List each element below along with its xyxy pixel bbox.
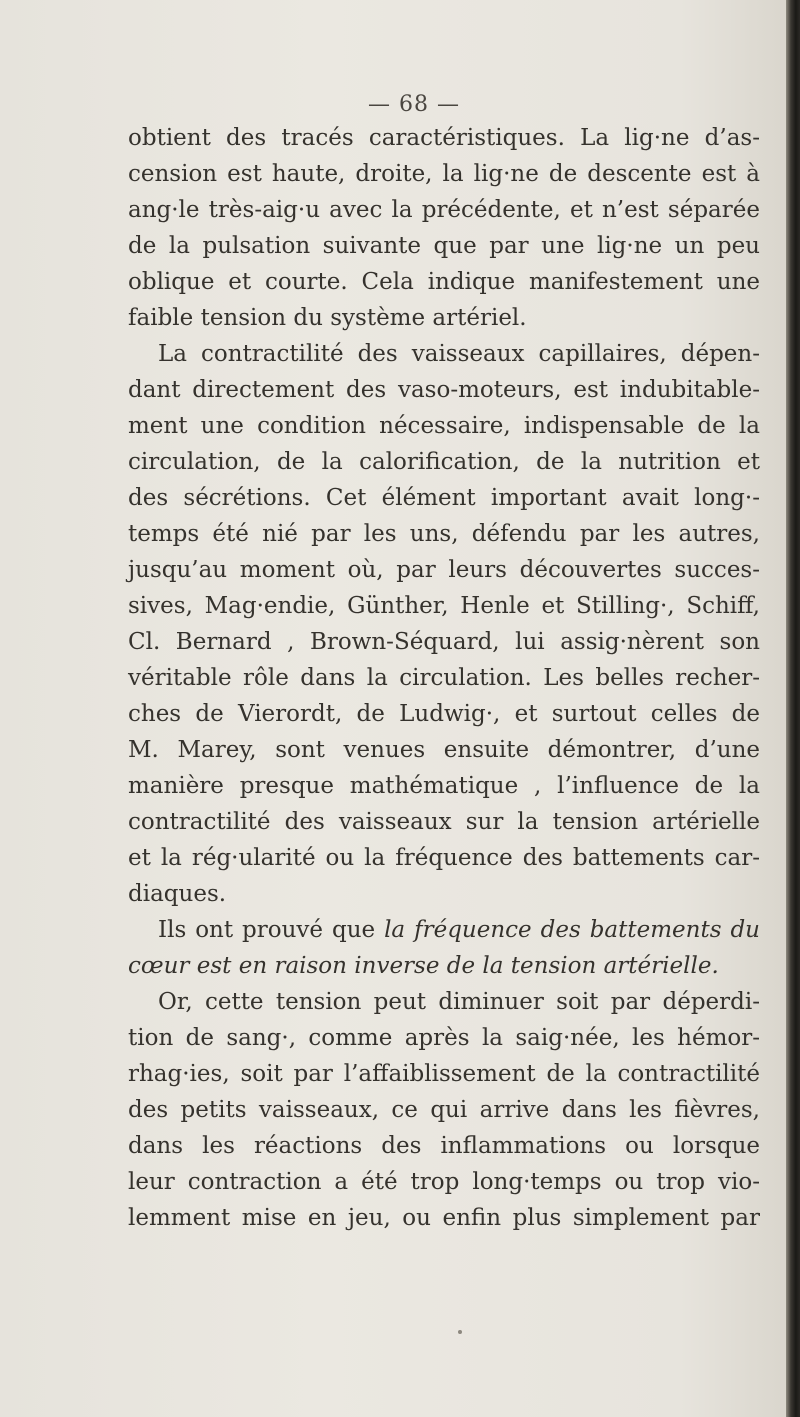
text-line: véritable rôle dans la circulation. Les belles recher- xyxy=(128,665,760,691)
text-line: lemment mise en jeu, ou enfin plus simplement par xyxy=(128,1205,760,1231)
text-line xyxy=(128,912,760,948)
text-line: rhag·ies, soit par l’affaiblissement de la contractilité xyxy=(128,1061,760,1087)
paragraph-2 xyxy=(128,336,760,912)
text-line: ches de Vierordt, de Ludwig·, et surtout celles de xyxy=(128,701,760,727)
text-line: contractilité des vaisseaux sur la tension artérielle xyxy=(128,809,760,835)
text-line: sives, Mag·endie, Günther, Henle et Stilling·, Schiff, xyxy=(128,593,760,619)
text-line: faible tension du système artériel. xyxy=(128,305,527,331)
text-line: et la rég·ularité ou la fréquence des battements car- xyxy=(128,845,760,871)
text-line: des sécrétions. Cet élément important avait long·- xyxy=(128,485,760,511)
text-line: Or, cette tension peut diminuer soit par déperdi- xyxy=(158,989,760,1015)
page-number: — 68 — xyxy=(368,92,460,117)
paragraph-3 xyxy=(128,912,760,984)
text-line: dant directement des vaso-moteurs, est indubitable- xyxy=(128,377,760,403)
text-line: leur contraction a été trop long·temps ou trop vio- xyxy=(128,1169,760,1195)
text-line: M. Marey, sont venues ensuite démontrer, d’une xyxy=(128,737,760,763)
text-line: Cl. Bernard , Brown-Séquard, lui assig·nèrent son xyxy=(128,629,760,655)
text-line: ment une condition nécessaire, indispensable de la xyxy=(128,413,760,439)
text-line: ang·le très-aig·u avec la précédente, et n’est séparée xyxy=(128,197,760,223)
text-line: jusqu’au moment où, par leurs découvertes succes- xyxy=(128,557,760,583)
text-line: de la pulsation suivante que par une lig·ne un peu xyxy=(128,233,760,259)
text-line: oblique et courte. Cela indique manifestement une xyxy=(128,269,760,295)
text-line: dans les réactions des inflammations ou lorsque xyxy=(128,1133,760,1159)
text-line: cension est haute, droite, la lig·ne de descente est à xyxy=(128,161,760,187)
text-line: La contractilité des vaisseaux capillaires, dépen- xyxy=(158,341,760,367)
paragraph-4 xyxy=(128,984,760,1236)
paragraph-1 xyxy=(128,120,760,336)
text-line: diaques. xyxy=(128,881,227,907)
body-text xyxy=(128,120,760,1236)
text-line: manière presque mathématique , l’influence de la xyxy=(128,773,760,799)
text-run: Ils ont prouvé que xyxy=(158,917,385,943)
page-edge xyxy=(786,0,800,1417)
text-line: des petits vaisseaux, ce qui arrive dans les fièvres, xyxy=(128,1097,760,1123)
italic-text: cœur est en raison inverse de la tension artérielle. xyxy=(128,953,719,979)
italic-text: la fréquence des battements du xyxy=(384,917,760,943)
text-line: temps été nié par les uns, défendu par les autres, xyxy=(128,521,760,547)
text-line: circulation, de la calorification, de la nutrition et xyxy=(128,449,760,475)
text-line: tion de sang·, comme après la saig·née, les hémor- xyxy=(128,1025,760,1051)
text-line: obtient des tracés caractéristiques. La lig·ne d’as- xyxy=(128,125,760,151)
paper-speck xyxy=(458,1330,462,1334)
